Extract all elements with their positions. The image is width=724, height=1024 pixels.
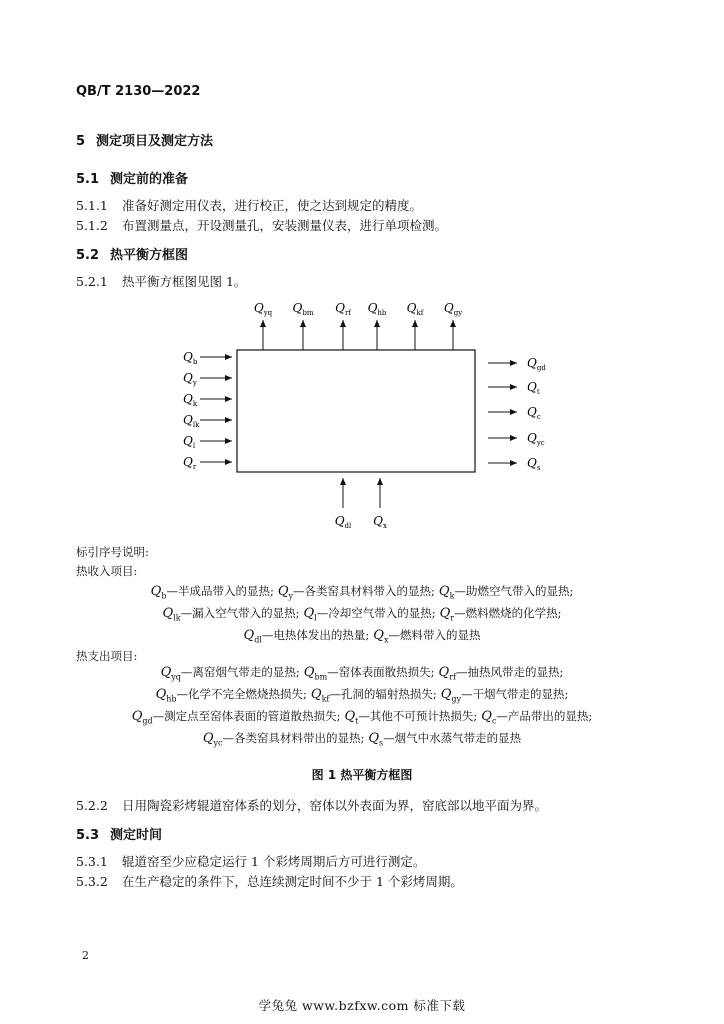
top-output-kf-label: $Q_{kf}$ — [406, 301, 424, 317]
legend-line — [0, 605, 724, 623]
legend-symbol: $Q_y$ — [277, 584, 294, 601]
legend-symbol: $Q_{kf}$ — [310, 687, 330, 704]
right-output-t-label: $Q_t$ — [527, 380, 540, 396]
legend-description: —助燃空气带入的显热; — [454, 584, 574, 598]
bottom-input-x-label: $Q_x$ — [373, 514, 387, 530]
legend-symbol: $Q_{rf}$ — [438, 665, 457, 682]
legend-description: —产品带出的显热; — [496, 709, 593, 723]
legend-description: —窑体表面散热损失; — [327, 665, 435, 679]
left-input-lk-label: $Q_{lk}$ — [183, 413, 200, 429]
legend-description: —各类窑具材料带出的显热; — [222, 731, 365, 745]
clause-5-3-1: 5.3.1 辊道窑至少应稳定运行 1 个彩烤周期后方可进行测定。 — [76, 854, 426, 869]
legend-symbol: $Q_c$ — [481, 709, 497, 726]
right-output-gd-label: $Q_{gd}$ — [527, 356, 546, 372]
legend-symbol: $Q_{bm}$ — [303, 665, 328, 682]
legend-description: —孔洞的辐射热损失; — [329, 687, 437, 701]
legend-symbol: $Q_r$ — [439, 606, 455, 623]
legend-symbol: $Q_{dl}$ — [243, 628, 262, 645]
legend-description: —半成品带入的显热; — [166, 584, 274, 598]
right-output-s-label: $Q_s$ — [527, 456, 541, 472]
legend-symbol: $Q_{hb}$ — [155, 687, 177, 704]
legend-line — [0, 708, 724, 726]
legend-symbol: $Q_{lk}$ — [162, 606, 181, 623]
legend-symbol: $Q_{gd}$ — [131, 709, 153, 726]
legend-symbol: $Q_{gy}$ — [440, 687, 462, 704]
clause-5-1-2: 5.1.2 布置测量点，开设测量孔，安装测量仪表，进行单项检测。 — [76, 218, 448, 233]
kiln-system-box — [237, 350, 475, 472]
left-input-b-label: $Q_b$ — [183, 350, 198, 366]
legend-line — [0, 664, 724, 682]
right-output-yc-label: $Q_{yc}$ — [527, 431, 545, 447]
top-output-gy-label: $Q_{gy}$ — [443, 301, 463, 317]
legend-description: —燃料带入的显热 — [388, 628, 481, 642]
legend-symbol: $Q_k$ — [438, 584, 455, 601]
section-5-3-heading: 5.3 测定时间 — [76, 828, 163, 843]
left-input-k-label: $Q_k$ — [183, 392, 198, 408]
legend-symbol: $Q_x$ — [373, 628, 389, 645]
left-input-y-label: $Q_y$ — [183, 371, 197, 387]
legend-symbol: $Q_b$ — [150, 584, 167, 601]
legend-symbol: $Q_l$ — [303, 606, 317, 623]
legend-description: —抽热风带走的显热; — [456, 665, 564, 679]
legend-description: —烟气中水蒸气带走的显热 — [383, 731, 522, 745]
legend-title: 标引序号说明: — [76, 545, 149, 559]
legend-description: —测定点至窑体表面的管道散热损失; — [152, 709, 341, 723]
bottom-input-dl-label: $Q_{dl}$ — [334, 514, 352, 530]
legend-description: —燃料燃烧的化学热; — [454, 606, 562, 620]
legend-description: —干烟气带走的显热; — [461, 687, 569, 701]
watermark: 学兔兔 www.bzfxw.com 标准下载 — [258, 998, 466, 1013]
clause-5-3-2: 5.3.2 在生产稳定的条件下，总连续测定时间不少于 1 个彩烤周期。 — [76, 874, 463, 889]
legend-line — [0, 583, 724, 601]
expense-title: 热支出项目: — [76, 649, 138, 663]
clause-5-2-1: 5.2.1 热平衡方框图见图 1。 — [76, 274, 247, 289]
section-5-heading: 5 测定项目及测定方法 — [76, 134, 214, 149]
legend-symbol: $Q_t$ — [344, 709, 359, 726]
legend-line — [0, 730, 724, 748]
clause-5-2-2: 5.2.2 日用陶瓷彩烤辊道窑体系的划分，窑体以外表面为界，窑底部以地平面为界。 — [76, 798, 548, 813]
legend-description: —化学不完全燃烧热损失; — [176, 687, 307, 701]
legend-line — [0, 627, 724, 645]
top-output-bm-label: $Q_{bm}$ — [292, 301, 314, 317]
figure-caption: 图 1 热平衡方框图 — [311, 768, 413, 782]
section-5-2-heading: 5.2 热平衡方框图 — [76, 248, 189, 263]
left-input-l-label: $Q_l$ — [183, 434, 196, 450]
legend-description: —其他不可预计热损失; — [358, 709, 478, 723]
legend-description: —离窑烟气带走的显热; — [180, 665, 300, 679]
top-output-yq-label: $Q_{yq}$ — [253, 301, 273, 317]
top-output-rf-label: $Q_{rf}$ — [335, 301, 351, 317]
right-output-c-label: $Q_c$ — [527, 405, 541, 421]
legend-description: —电热体发出的热量; — [261, 628, 370, 642]
clause-5-1-1: 5.1.1 准备好测定用仪表，进行校正，使之达到规定的精度。 — [76, 198, 423, 213]
legend-description: —冷却空气带入的显热; — [316, 606, 436, 620]
legend-symbol: $Q_s$ — [368, 731, 384, 748]
section-5-1-heading: 5.1 测定前的准备 — [76, 172, 189, 187]
standard-number: QB/T 2130—2022 — [76, 84, 201, 99]
legend-description: —各类窑具材料带入的显热; — [293, 584, 435, 598]
left-input-r-label: $Q_r$ — [183, 455, 197, 471]
page-number: 2 — [82, 949, 89, 962]
top-output-hb-label: $Q_{hb}$ — [367, 301, 387, 317]
legend-symbol: $Q_{yc}$ — [202, 731, 223, 748]
legend-description: —漏入空气带入的显热; — [180, 606, 300, 620]
legend-symbol: $Q_{yq}$ — [160, 665, 181, 682]
income-title: 热收入项目: — [76, 564, 138, 578]
legend-line — [0, 686, 724, 704]
